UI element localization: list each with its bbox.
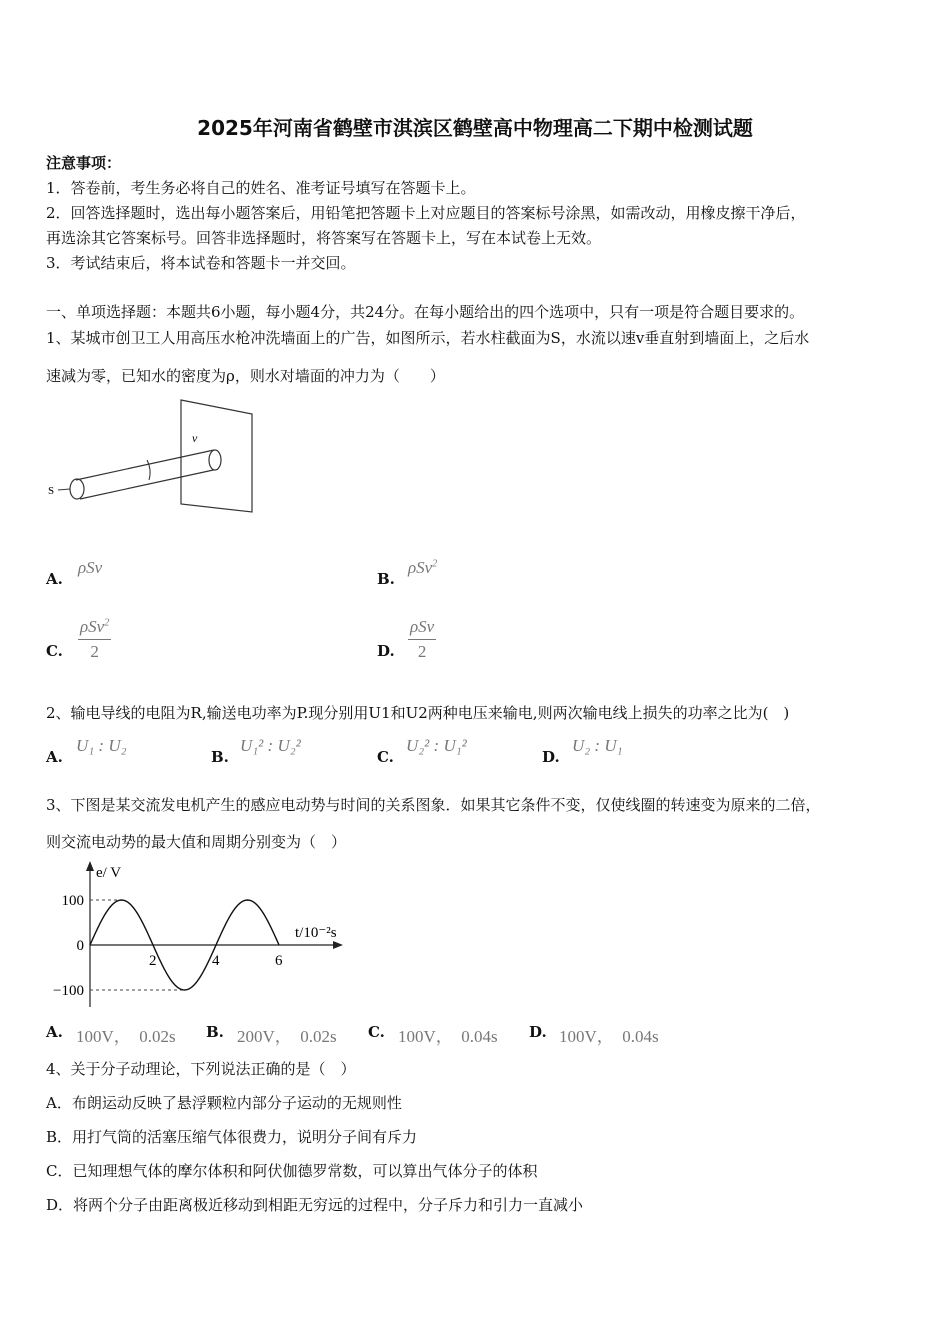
- y-axis-label: e/ V: [96, 865, 122, 881]
- y-axis-arrow: [86, 861, 94, 871]
- q4-option-a[interactable]: A．布朗运动反映了悬浮颗粒内部分子运动的无规则性: [46, 1094, 402, 1112]
- q4-option-d[interactable]: D．将两个分子由距离极近移动到相距无穷远的过程中，分子斥力和引力一直减小: [46, 1196, 584, 1214]
- q1-option-c-expr: $\frac{\rho Sv^2}{2}$: [80, 617, 110, 661]
- x-axis-arrow: [333, 941, 343, 949]
- q3-option-c-label[interactable]: C.: [368, 1023, 385, 1041]
- q2-option-d-label[interactable]: D.: [542, 748, 560, 766]
- y-tick-label: −100: [53, 983, 84, 999]
- q1-option-d-expr: $\frac{\text{ρSv}}{2}$: [410, 617, 435, 661]
- water-jet-figure: [44, 396, 264, 516]
- area-label: S: [48, 485, 55, 497]
- q1-option-a-label[interactable]: A.: [46, 570, 63, 588]
- q4-stem: 4、关于分子动理论，下列说法正确的是（ ）: [46, 1060, 356, 1078]
- notice-item: 1．答卷前，考生务必将自己的姓名、准考证号填写在答题卡上。: [46, 179, 476, 197]
- q3-stem-line2: 则交流电动势的最大值和周期分别变为（ ）: [46, 833, 347, 851]
- q2-option-b-expr: U₁² : U₂²: [240, 736, 301, 755]
- notice-item: 2．回答选择题时，选出每小题答案后，用铅笔把答题卡上对应题目的答案标号涂黑，如需改动，用橡皮擦干净后，: [46, 204, 806, 222]
- q3-option-d-label[interactable]: D.: [529, 1023, 547, 1041]
- q4-option-c[interactable]: C．已知理想气体的摩尔体积和阿伏伽德罗常数，可以算出气体分子的体积: [46, 1162, 538, 1180]
- q3-option-a-value: 100V， 0.02s: [76, 1027, 176, 1046]
- q3-option-b-value: 200V， 0.02s: [237, 1027, 337, 1046]
- q1-option-b-label[interactable]: B.: [377, 570, 395, 588]
- q2-option-a-expr: U₁ : U₂: [76, 736, 127, 755]
- q2-option-c-expr: U₂² : U₁²: [406, 736, 467, 755]
- q2-option-d-expr: U₂ : U₁: [572, 736, 623, 755]
- q4-option-b[interactable]: B．用打气筒的活塞压缩气体很费力，说明分子间有斥力: [46, 1128, 418, 1146]
- q2-option-a-label[interactable]: A.: [46, 748, 63, 766]
- page-title: 2025年河南省鹤壁市淇滨区鹤壁高中物理高二下期中检测试题: [197, 116, 753, 140]
- y-tick-label: 100: [61, 893, 84, 909]
- q3-option-b-label[interactable]: B.: [206, 1023, 224, 1041]
- x-tick-label: 4: [212, 953, 220, 969]
- q3-option-d-value: 100V， 0.04s: [559, 1027, 659, 1046]
- q1-stem-line2: 速减为零，已知水的密度为ρ，则水对墙面的冲力为（ ）: [46, 367, 445, 385]
- notice-item: 3．考试结束后，将本试卷和答题卡一并交回。: [46, 254, 356, 272]
- emf-time-chart: [40, 855, 360, 1015]
- q3-option-a-label[interactable]: A.: [46, 1023, 63, 1041]
- notice-heading: 注意事项：: [46, 154, 122, 172]
- x-tick-label: 6: [275, 953, 283, 969]
- x-tick-label: 2: [149, 953, 157, 969]
- section-heading: 一、单项选择题：本题共6小题，每小题4分，共24分。在每小题给出的四个选项中，只有一项是符合题目要求的。: [46, 303, 805, 321]
- velocity-label: v: [192, 431, 198, 445]
- q1-option-b-expr: ρSv$^2$: [408, 558, 438, 577]
- q2-option-c-label[interactable]: C.: [377, 748, 394, 766]
- q3-stem-line1: 3、下图是某交流发电机产生的感应电动势与时间的关系图象．如果其它条件不变，仅使线圈的转速变为原来的二倍，: [46, 796, 821, 814]
- q1-stem-line1: 1、某城市创卫工人用高压水枪冲洗墙面上的广告，如图所示，若水柱截面为S，水流以速v垂直射到墙面上，之后水: [46, 329, 810, 347]
- x-axis-label: t/10⁻²s: [295, 925, 337, 941]
- notice-item: 再选涂其它答案标号。回答非选择题时，将答案写在答题卡上，写在本试卷上无效。: [46, 229, 602, 247]
- q1-option-d-label[interactable]: D.: [377, 642, 395, 660]
- y-tick-label: 0: [76, 938, 84, 954]
- q2-stem: 2、输电导线的电阻为R,输送电功率为P.现分别用U1和U2两种电压来输电,则两次输电线上损失的功率之比为( ): [46, 704, 790, 722]
- q1-option-c-label[interactable]: C.: [46, 642, 63, 660]
- q1-option-a-expr: ρSv: [78, 558, 103, 577]
- q3-option-c-value: 100V， 0.04s: [398, 1027, 498, 1046]
- q2-option-b-label[interactable]: B.: [211, 748, 229, 766]
